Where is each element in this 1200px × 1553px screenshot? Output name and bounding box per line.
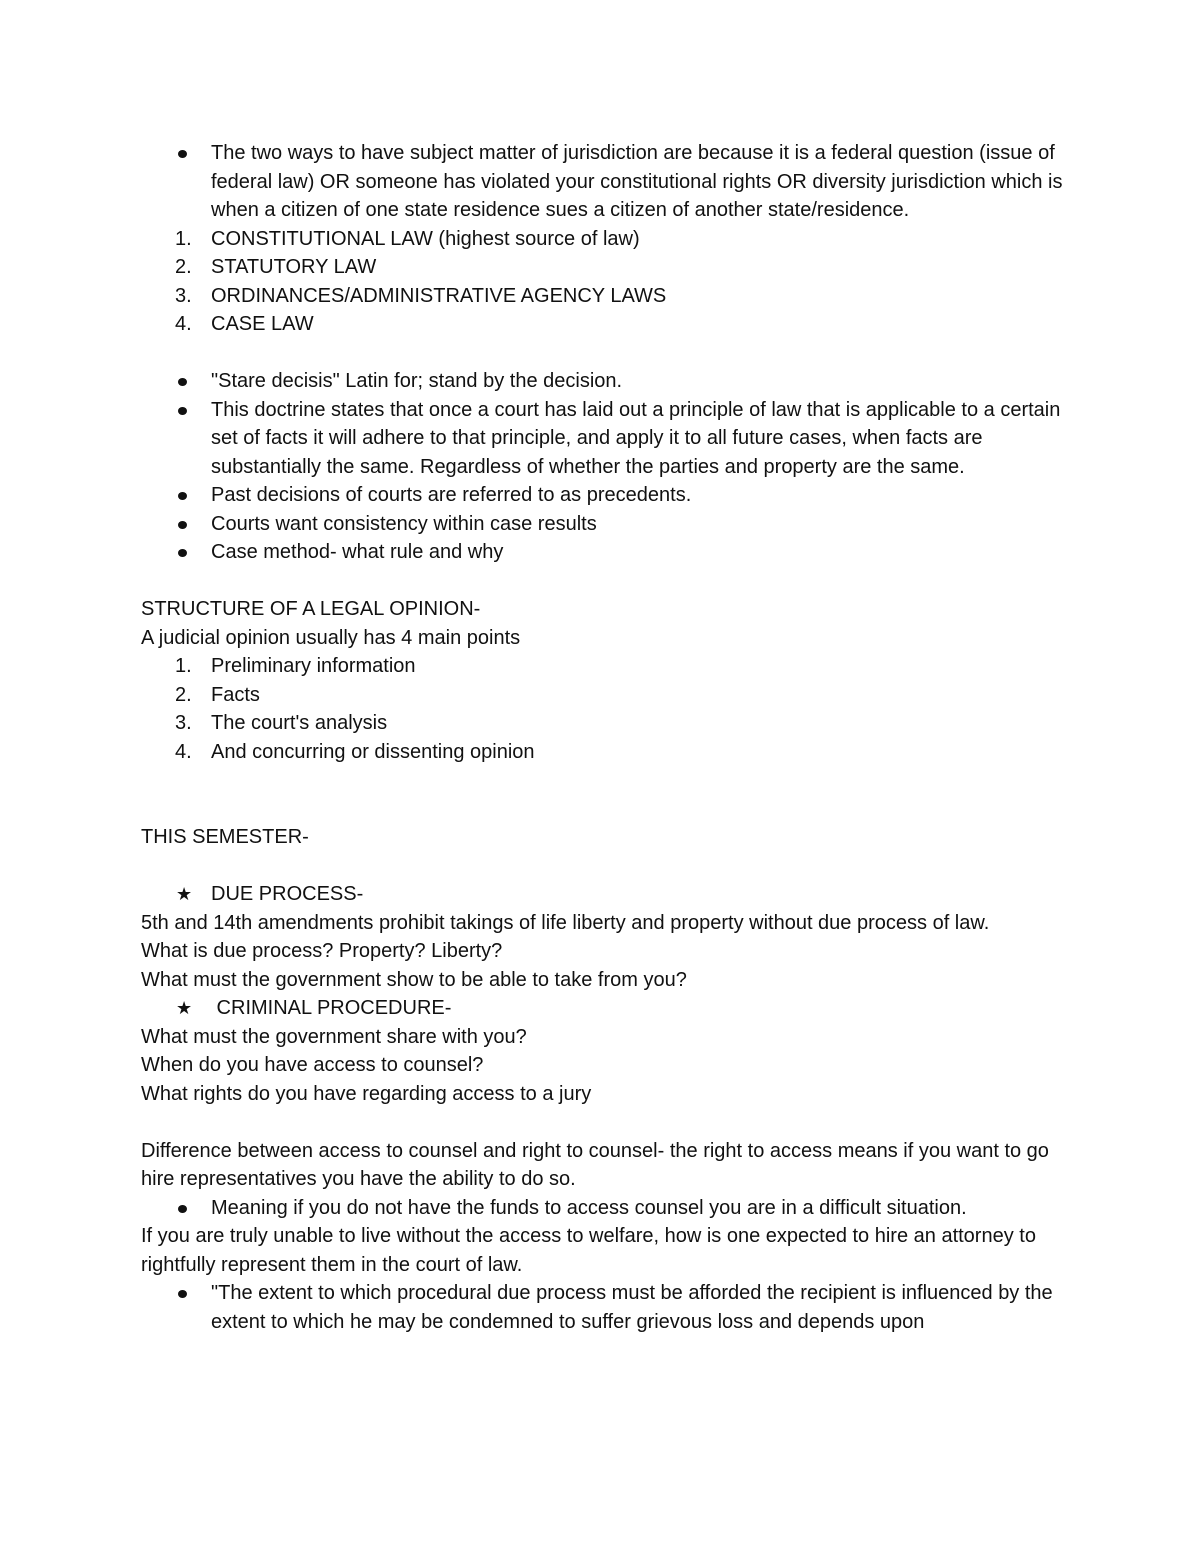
bullet-icon [178,1205,187,1213]
list-item [141,994,1071,1023]
spacer [141,567,1071,596]
list-item [141,709,1071,738]
bullet-icon [178,521,187,529]
list-number: 4. [175,313,192,335]
list-number: 4. [175,740,192,763]
paragraph-block [141,1137,1071,1194]
list-item [141,1279,1071,1336]
paragraph: A judicial opinion usually has 4 main points [141,626,521,649]
list-text: ORDINANCES/ADMINISTRATIVE AGENCY LAWS [211,284,667,307]
list-item [141,681,1071,710]
list-text: STATUTORY LAW [211,256,377,278]
document-page [141,139,1071,1336]
paragraph: What is due process? Property? Liberty? [141,940,503,962]
paragraph-block [141,1222,1071,1279]
paragraph: Difference between access to counsel and right to counsel- the right to access means if you want to go hire representatives you have the ability to do so. [141,1139,1049,1190]
spacer [141,852,1071,881]
list-item [141,652,1071,681]
list-text: The court's analysis [211,712,388,734]
list-number: 2. [175,256,192,278]
paragraph: What must the government share with you? [141,1025,527,1048]
list-number: 1. [175,227,192,250]
list-item [141,510,1071,539]
section-heading: THIS SEMESTER- [141,826,309,848]
paragraph: 5th and 14th amendments prohibit takings of life liberty and property without due process of law. [141,911,990,934]
list-item [141,310,1071,339]
list-item [141,282,1071,311]
list-item [141,880,1071,909]
list-text: Preliminary information [211,655,416,677]
spacer [141,1108,1071,1137]
list-text: "Stare decisis" Latin for; stand by the decision. [211,370,623,392]
spacer [141,766,1071,823]
paragraph: When do you have access to counsel? [141,1054,484,1076]
bullet-icon [178,492,187,500]
list-text: Meaning if you do not have the funds to access counsel you are in a difficult situation. [211,1196,967,1219]
list-text: And concurring or dissenting opinion [211,740,535,763]
list-item [141,367,1071,396]
list-item [141,139,1071,225]
list-number: 1. [175,655,192,677]
list-text: Courts want consistency within case results [211,512,597,535]
list-number: 3. [175,712,192,734]
paragraph: What rights do you have regarding access to a jury [141,1082,592,1105]
bullet-icon [178,150,187,158]
spacer [141,339,1071,368]
list-item [141,253,1071,282]
bullet-icon [178,378,187,386]
list-text: CRIMINAL PROCEDURE- [211,997,452,1019]
star-icon: ★ [176,884,193,904]
paragraph: What must the government show to be able to take from you? [141,968,687,991]
list-text: DUE PROCESS- [211,883,364,905]
star-icon: ★ [176,998,193,1018]
list-text: Past decisions of courts are referred to as precedents. [211,484,692,506]
list-text: CASE LAW [211,313,314,335]
paragraph: If you are truly unable to live without the access to welfare, how is one expected to hire an attorney to rightfully represent them in the court of law. [141,1225,1036,1276]
bullet-icon [178,407,187,415]
list-item [141,1194,1071,1223]
list-text: CONSTITUTIONAL LAW (highest source of law) [211,227,640,250]
list-text: This doctrine states that once a court has laid out a principle of law that is applicable to a certain set of facts it will adhere to that principle, and apply it to all future cases, when facts are substantially the same. Regardless of whether the parties and property are the same. [211,398,1061,478]
bullet-icon [178,549,187,557]
list-item [141,738,1071,767]
list-item [141,396,1071,482]
list-text: "The extent to which procedural due process must be afforded the recipient is influenced by the extent to which he may be condemned to suffer grievous loss and depends upon [211,1282,1053,1333]
list-item [141,538,1071,567]
list-text: Facts [211,683,260,706]
bullet-icon [178,1290,187,1298]
list-text: Case method- what rule and why [211,541,504,563]
list-item [141,481,1071,510]
list-number: 3. [175,284,192,307]
jurisdiction-bullet: The two ways to have subject matter of jurisdiction are because it is a federal question (issue of federal law) OR someone has violated your constitutional rights OR diversity jurisdiction which is when a citizen of one state residence sues a citizen of another state/residence. [211,142,1063,221]
list-item [141,225,1071,254]
list-number: 2. [175,683,192,706]
section-heading: STRUCTURE OF A LEGAL OPINION- [141,598,481,620]
